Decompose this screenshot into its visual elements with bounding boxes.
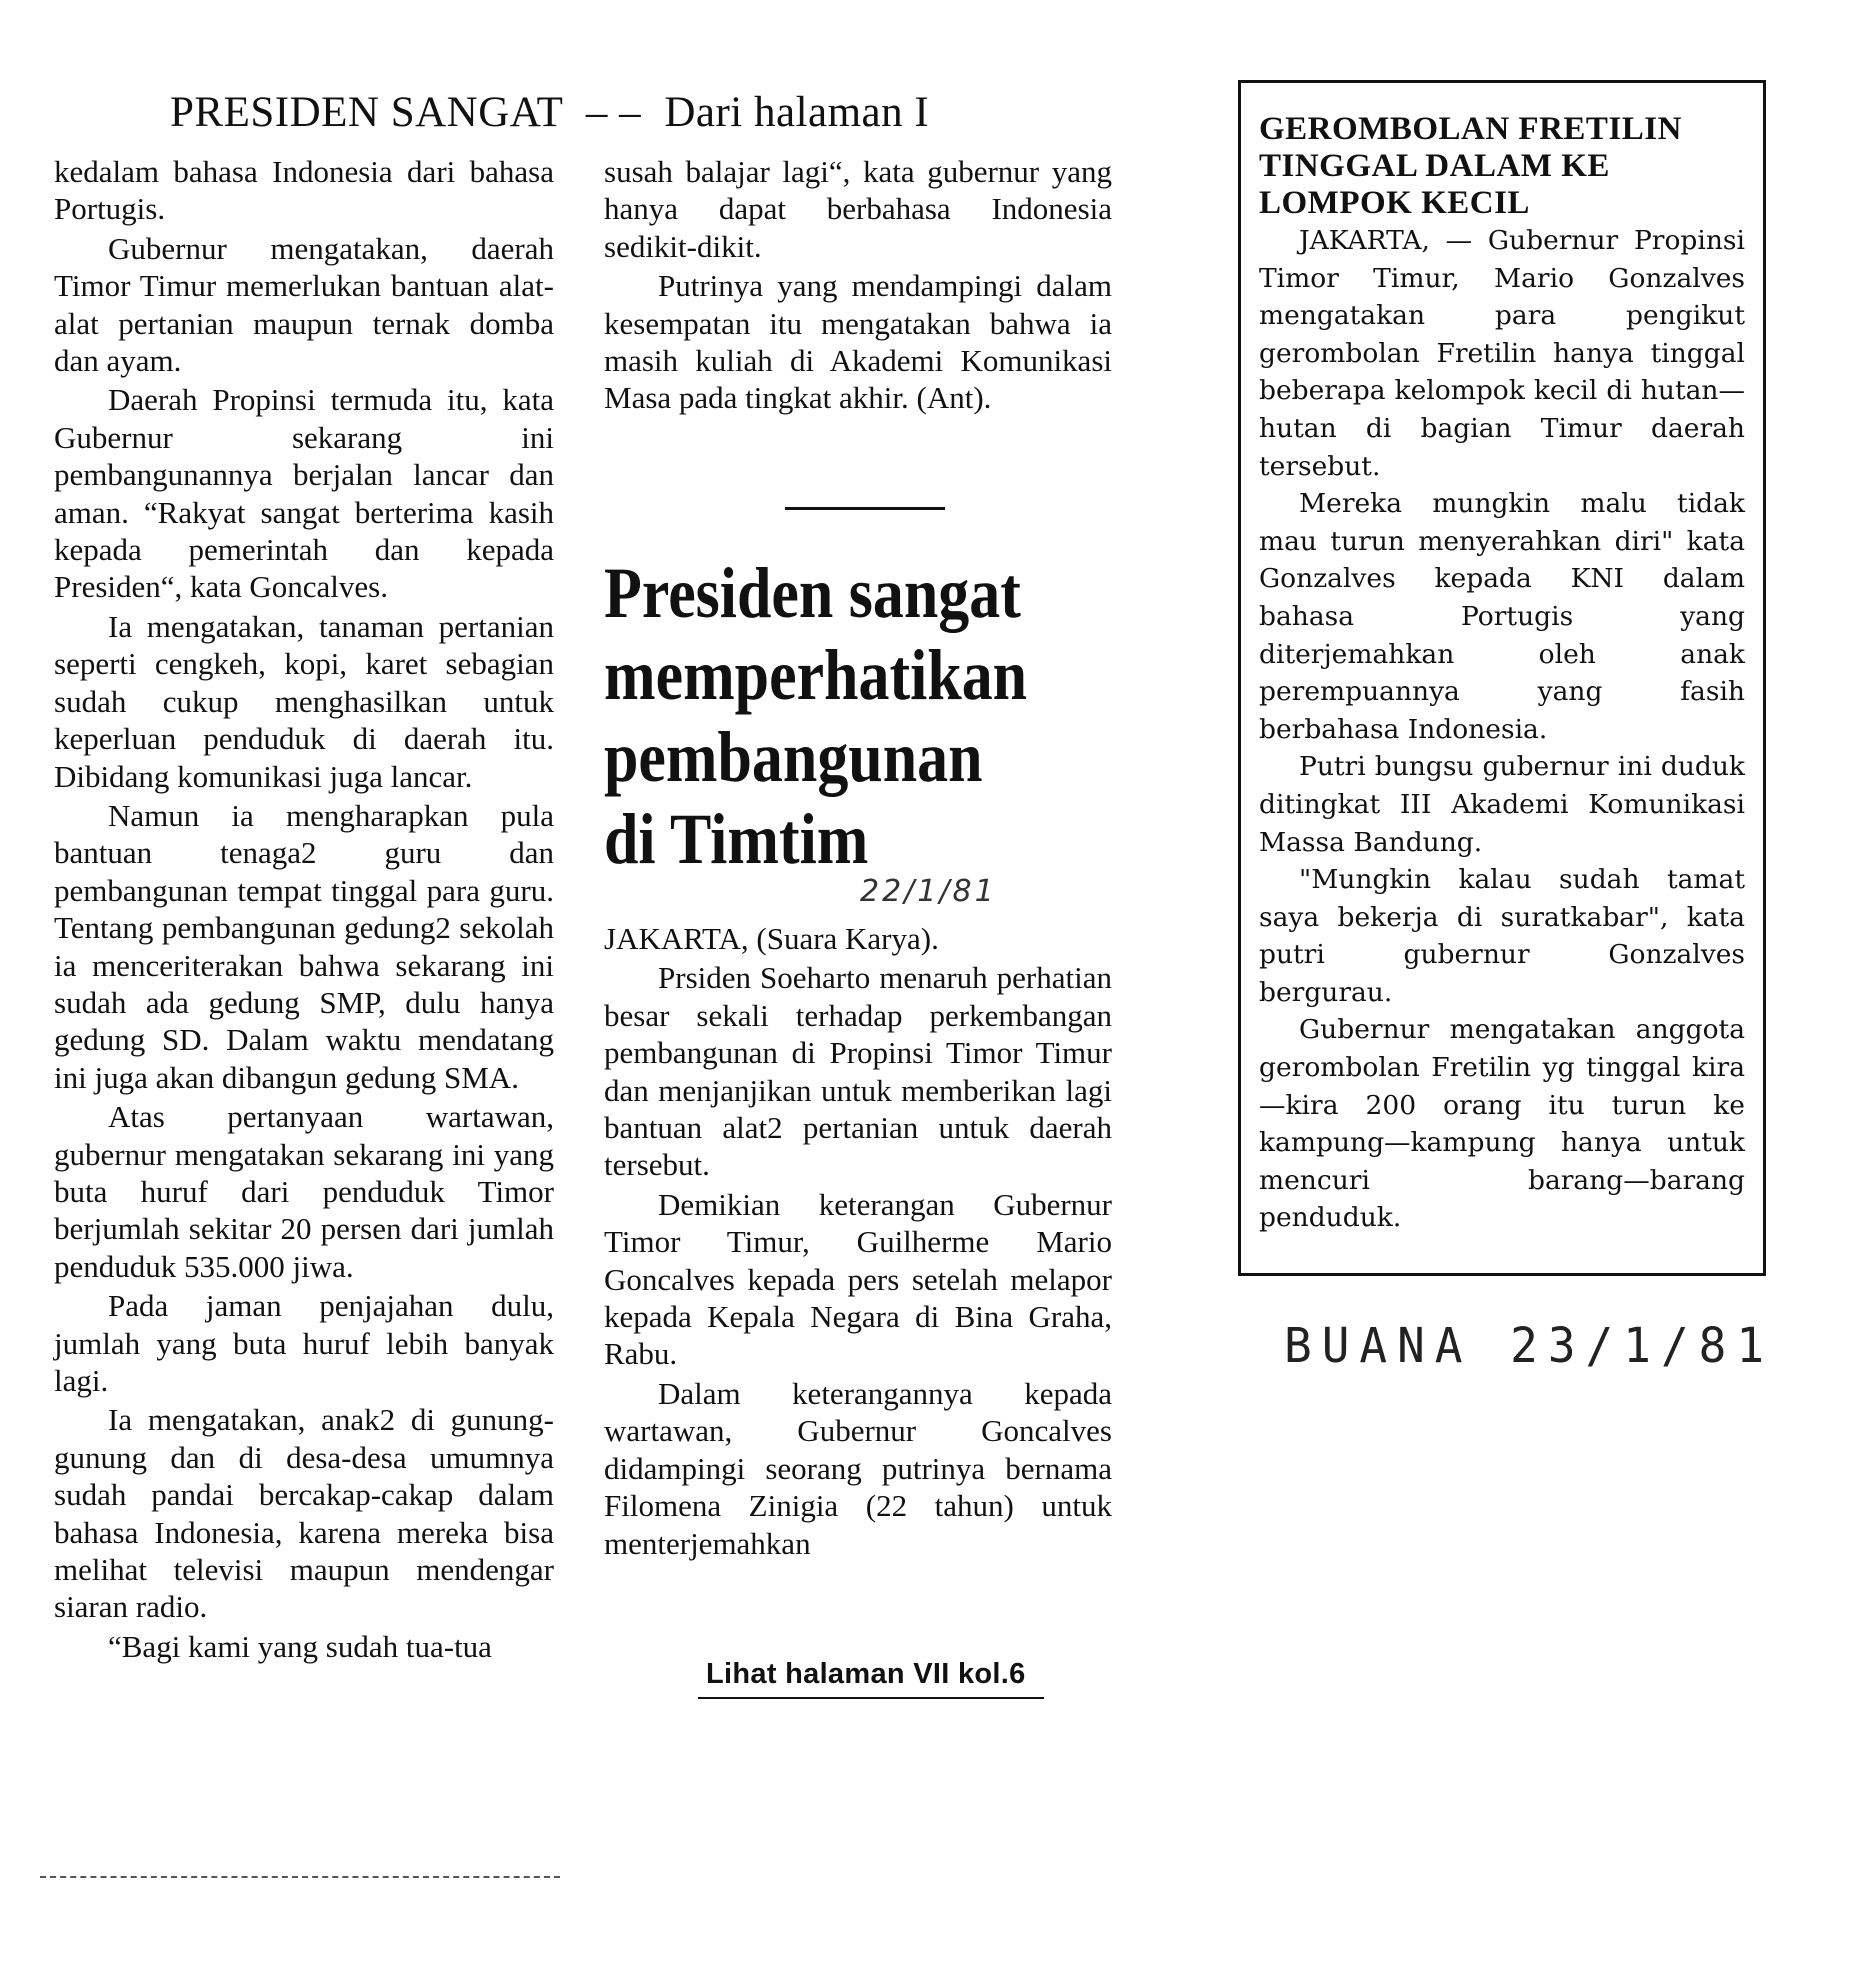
headline-line: di Timtim xyxy=(604,799,869,879)
headline-line: Presiden sangat xyxy=(604,553,1021,633)
section-divider xyxy=(785,507,945,510)
handwritten-date: 22/1/81 xyxy=(860,874,997,909)
boxed-article-body xyxy=(1259,222,1745,1237)
col1-paragraph: Ia mengatakan, tanaman pertanian seperti cengkeh, kopi, karet sebagian sudah cukup menghasilkan untuk keperluan penduduk di daerah itu. Dibidang komunikasi juga lancar. xyxy=(54,608,554,794)
headline-line: memperhatikan xyxy=(604,635,1028,715)
jump-header-separator: – – xyxy=(585,89,642,136)
jump-header xyxy=(170,88,1030,144)
headline xyxy=(604,552,1051,880)
boxed-paragraph: Gubernur mengatakan anggota gerombolan Fretilin yg tinggal kira—kira 200 orang itu turun ke kampung—kampung hanya untuk mencuri barang—barang penduduk. xyxy=(1259,1014,1745,1234)
jump-header-left: PRESIDEN SANGAT xyxy=(170,89,563,136)
col2-paragraph: susah balajar lagi“, kata gubernur yang hanya dapat berbahasa Indonesia sedikit-dikit. xyxy=(604,154,1112,264)
col1-paragraph: Daerah Propinsi termuda itu, kata Gubernur sekarang ini pembangunannya berjalan lancar dan aman. “Rakyat sangat berterima kasih kepada pemerintah dan kepada Presiden“, kata Goncalves. xyxy=(54,382,554,605)
dateline: JAKARTA, (Suara Karya). xyxy=(604,921,939,956)
col2b-paragraph: Prsiden Soeharto menaruh perhatian besar sekali terhadap perkembangan pembangunan di Propinsi Timor Timur dan menjanjikan untuk memberikan lagi bantuan alat2 pertanian untuk daerah tersebut. xyxy=(604,960,1112,1183)
boxed-paragraph: "Mungkin kalau sudah tamat saya bekerja di suratkabar", kata putri gubernur Gonzalves bergurau. xyxy=(1259,864,1745,1008)
col1-paragraph: Atas pertanyaan wartawan, gubernur mengatakan sekarang ini yang buta huruf dari penduduk Timor berjumlah sekitar 20 persen dari jumlah penduduk 535.000 jiwa. xyxy=(54,1099,554,1284)
article-column-2-bottom xyxy=(604,920,1112,1564)
handwritten-source-signature: BUANA 23/1/81 xyxy=(1284,1316,1775,1374)
boxed-paragraph: JAKARTA, — Gubernur Propinsi Timor Timur, Mario Gonzalves mengatakan para pengikut gerombolan Fretilin hanya tinggal beberapa kelompok kecil di hutan—hutan di bagian Timur daerah tersebut. xyxy=(1259,225,1745,482)
headline-line: pembangunan xyxy=(604,717,983,797)
clipping-edge xyxy=(40,1876,560,1878)
col2-paragraph: Putrinya yang mendampingi dalam kesempatan itu mengatakan bahwa ia masih kuliah di Akademi Komunikasi Masa pada tingkat akhir. (Ant). xyxy=(604,268,1112,416)
col2b-paragraph: Demikian keterangan Gubernur Timor Timur, Guilherme Mario Goncalves kepada pers setelah melapor kepada Kepala Negara di Bina Graha, Rabu. xyxy=(604,1186,1112,1372)
continuation-rule xyxy=(698,1697,1044,1699)
col1-paragraph: Gubernur mengatakan, daerah Timor Timur memerlukan bantuan alat-alat pertanian maupun ternak domba dan ayam. xyxy=(54,230,554,379)
col2b-paragraph: Dalam keterangannya kepada wartawan, Gubernur Goncalves didampingi seorang putrinya bernama Filomena Zinigia (22 tahun) untuk menterjemahkan xyxy=(604,1375,1112,1561)
article-column-1 xyxy=(54,153,554,1667)
continuation-note: Lihat halaman VII kol.6 xyxy=(706,1658,1026,1690)
col1-paragraph: Pada jaman penjajahan dulu, jumlah yang buta huruf lebih banyak lagi. xyxy=(54,1288,554,1398)
jump-header-right: Dari halaman I xyxy=(664,89,930,136)
boxed-article-title: GEROMBOLAN FRETILIN TINGGAL DALAM KE LOMPOK KECIL xyxy=(1259,111,1682,221)
boxed-paragraph: Mereka mungkin malu tidak mau turun menyerahkan diri" kata Gonzalves kepada KNI dalam bahasa Portugis yang diterjemahkan oleh anak perempuannya yang fasih berbahasa Indonesia. xyxy=(1259,488,1745,745)
col1-paragraph: Namun ia mengharapkan pula bantuan tenaga2 guru dan pembangunan tempat tinggal para guru. Tentang pembangunan gedung2 sekolah ia menceriterakan bahwa sekarang ini sudah ada gedung SMP, dulu hanya gedung SD. Dalam waktu mendatang ini juga akan dibangun gedung SMA. xyxy=(54,797,554,1095)
col1-paragraph: “Bagi kami yang sudah tua-tua xyxy=(108,1628,492,1664)
article-column-2-top xyxy=(604,153,1112,419)
boxed-article xyxy=(1238,80,1766,1276)
col1-paragraph: Ia mengatakan, anak2 di gunung-gunung dan di desa-desa umumnya sudah pandai bercakap-cakap dalam bahasa Indonesia, karena mereka bisa melihat televisi maupun mendengar siaran radio. xyxy=(54,1402,554,1625)
col1-paragraph: kedalam bahasa Indonesia dari bahasa Portugis. xyxy=(54,154,554,227)
boxed-paragraph: Putri bungsu gubernur ini duduk ditingkat III Akademi Komunikasi Massa Bandung. xyxy=(1259,751,1745,858)
